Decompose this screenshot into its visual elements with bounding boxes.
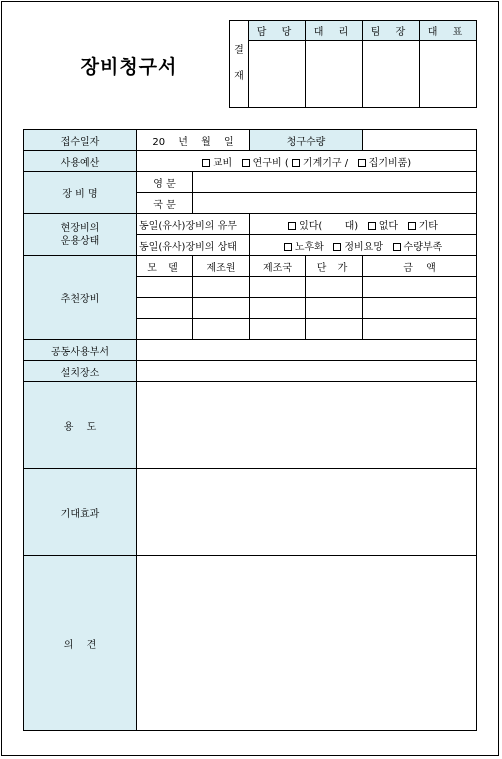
- opinion-field[interactable]: [137, 556, 477, 731]
- amount-cell[interactable]: [363, 319, 477, 340]
- same-equip-state-label: 동일(유사)장비의 상태: [137, 235, 250, 256]
- approval-box: [229, 20, 477, 108]
- reception-date-field[interactable]: 20 년 월 일: [137, 130, 250, 151]
- budget-label: 사용예산: [24, 151, 137, 172]
- approval-header-staff: 담 당: [249, 21, 306, 41]
- model-col-header: 모 델: [137, 256, 193, 277]
- manufacturer-cell[interactable]: [193, 298, 250, 319]
- checkbox-icon[interactable]: [393, 243, 401, 251]
- reception-date-label: 접수일자: [24, 130, 137, 151]
- unit-price-cell[interactable]: [306, 298, 363, 319]
- country-cell[interactable]: [250, 298, 306, 319]
- request-qty-field[interactable]: [363, 130, 477, 151]
- manufacturer-cell[interactable]: [193, 319, 250, 340]
- shared-dept-field[interactable]: [137, 340, 477, 361]
- checkbox-icon[interactable]: [242, 159, 250, 167]
- approval-header-team-lead: 팀 장: [363, 21, 420, 41]
- expected-effect-field[interactable]: [137, 469, 477, 556]
- checkbox-icon[interactable]: [333, 243, 341, 251]
- same-equip-exist-label: 동일(유사)장비의 유무: [137, 214, 250, 235]
- request-qty-label: 청구수량: [250, 130, 363, 151]
- english-name-label: 영 문: [137, 172, 193, 193]
- checkbox-icon[interactable]: [408, 222, 416, 230]
- approval-header-ceo: 대 표: [420, 21, 477, 41]
- document-title: 장비청구서: [80, 56, 178, 78]
- recommended-equip-label: 추천장비: [24, 256, 137, 340]
- model-cell[interactable]: [137, 298, 193, 319]
- current-status-label: 현장비의 운용상태: [24, 214, 137, 256]
- same-equip-state-options: 노후화 정비요망 수량부족: [250, 235, 477, 256]
- country-cell[interactable]: [250, 319, 306, 340]
- budget-options: 교비 연구비 ( 기계기구 / 집기비품): [137, 151, 477, 172]
- install-location-label: 설치장소: [24, 361, 137, 382]
- shared-dept-label: 공동사용부서: [24, 340, 137, 361]
- country-cell[interactable]: [250, 277, 306, 298]
- amount-cell[interactable]: [363, 298, 477, 319]
- checkbox-icon[interactable]: [292, 159, 300, 167]
- signature-cell-deputy[interactable]: [306, 41, 363, 108]
- country-col-header: 제조국: [250, 256, 306, 277]
- same-equip-exist-options: 있다( 대) 없다 기타: [250, 214, 477, 235]
- model-cell[interactable]: [137, 277, 193, 298]
- amount-col-header: 금 액: [363, 256, 477, 277]
- manufacturer-col-header: 제조원: [193, 256, 250, 277]
- checkbox-icon[interactable]: [368, 222, 376, 230]
- korean-name-field[interactable]: [193, 193, 477, 214]
- approval-header-deputy: 대 리: [306, 21, 363, 41]
- unit-price-cell[interactable]: [306, 277, 363, 298]
- manufacturer-cell[interactable]: [193, 277, 250, 298]
- approval-label: 결 재: [230, 21, 249, 108]
- unit-price-col-header: 단 가: [306, 256, 363, 277]
- signature-cell-staff[interactable]: [249, 41, 306, 108]
- checkbox-icon[interactable]: [288, 222, 296, 230]
- form-page: [1, 1, 499, 756]
- signature-cell-team-lead[interactable]: [363, 41, 420, 108]
- purpose-field[interactable]: [137, 382, 477, 469]
- korean-name-label: 국 문: [137, 193, 193, 214]
- opinion-label: 의 견: [24, 556, 137, 731]
- expected-effect-label: 기대효과: [24, 469, 137, 556]
- checkbox-icon[interactable]: [202, 159, 210, 167]
- unit-price-cell[interactable]: [306, 319, 363, 340]
- english-name-field[interactable]: [193, 172, 477, 193]
- equip-name-label: 장 비 명: [24, 172, 137, 214]
- model-cell[interactable]: [137, 319, 193, 340]
- signature-cell-ceo[interactable]: [420, 41, 477, 108]
- install-location-field[interactable]: [137, 361, 477, 382]
- purpose-label: 용 도: [24, 382, 137, 469]
- checkbox-icon[interactable]: [284, 243, 292, 251]
- amount-cell[interactable]: [363, 277, 477, 298]
- request-form-table: [23, 129, 477, 731]
- checkbox-icon[interactable]: [358, 159, 366, 167]
